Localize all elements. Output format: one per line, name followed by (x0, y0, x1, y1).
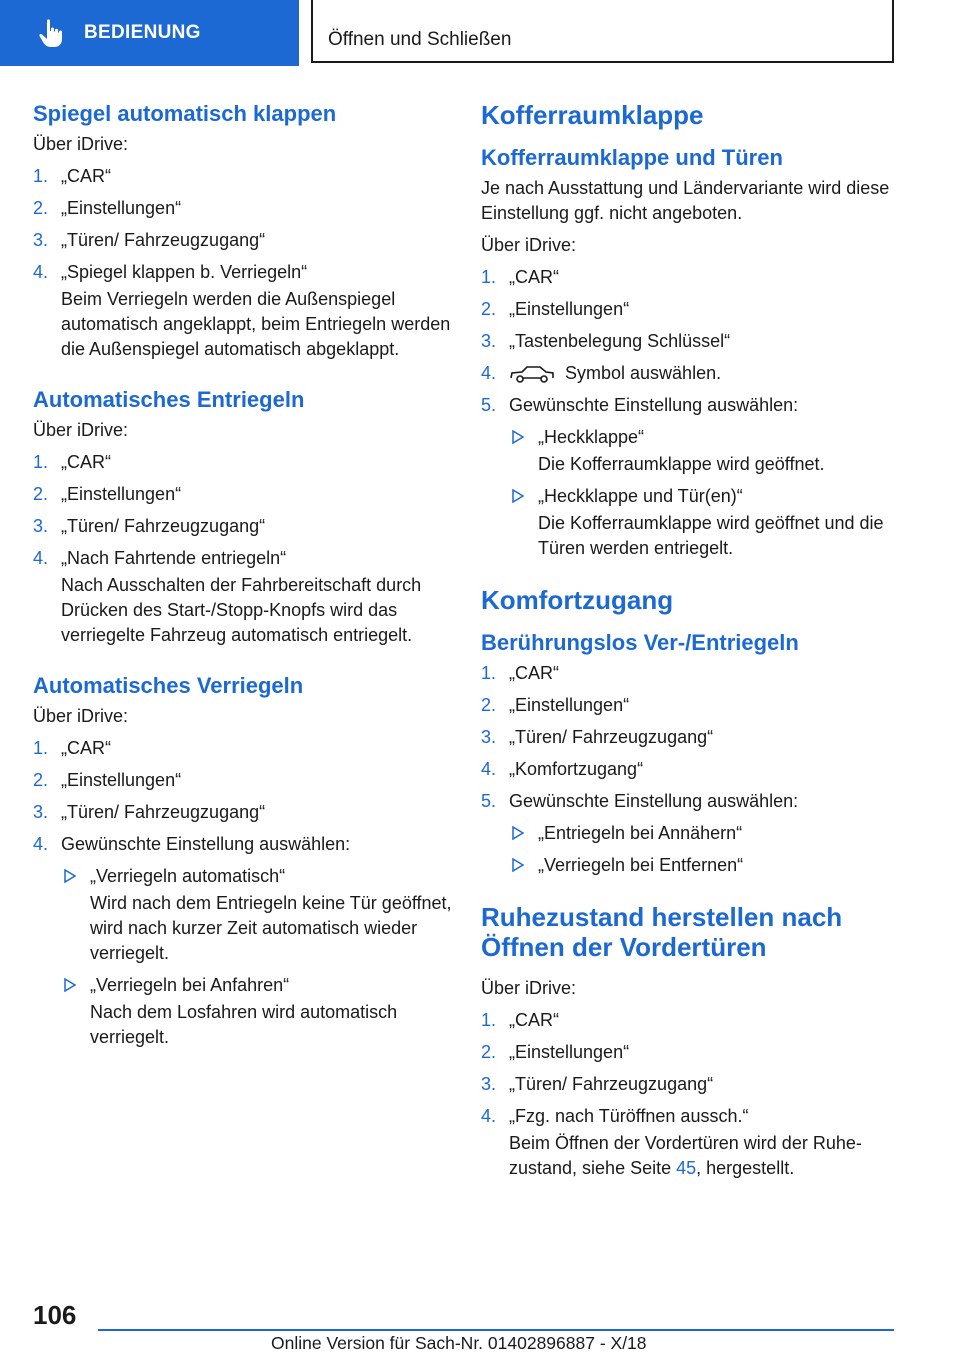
option-item: „Entriegeln bei Annähern“ (509, 821, 911, 846)
step-item: 1. „CAR“ (33, 738, 111, 758)
option-list (509, 821, 911, 878)
step-detail: Beim Öffnen der Vordertüren wird der Ruhezustand, siehe Seite 45, hergestellt. (509, 1133, 862, 1178)
online-version-note: Online Version für Sach-Nr. 01402896887 - X/18 (271, 1333, 647, 1353)
step-detail: Nach Ausschalten der Fahrbereitschaft durch Drücken des Start-/Stopp-Knopfs wird das verriegelte Fahrzeug automatisch entriegelt. (61, 575, 422, 645)
step-list (481, 265, 911, 561)
section-intro: Über iDrive: (33, 706, 129, 726)
step-item: 1. „CAR“ (481, 267, 559, 287)
step-item: 4. Symbol auswählen. (481, 363, 722, 383)
section-title: Automatisches Entriegeln (33, 387, 305, 412)
step-item: 2. „Einstellungen“ (481, 299, 630, 319)
option-list (509, 425, 911, 561)
triangle-bullet-icon (64, 869, 76, 883)
step-item: 3. „Türen/ Fahrzeugzugang“ (33, 802, 266, 822)
option-item: „Verriegeln bei Entfernen“ (509, 853, 911, 878)
step-item: 2. „Einstellungen“ (33, 484, 182, 504)
section-title: Kofferraumklappe und Türen (481, 145, 783, 170)
step-item: 4. „Fzg. nach Türöffnen aussch.“ Beim Öffnen der Vordertüren wird der Ruhezustand, siehe Seite 45, hergestellt. (481, 1104, 911, 1181)
step-item: 3. „Türen/ Fahrzeugzugang“ (481, 1074, 714, 1094)
step-detail: Beim Verriegeln werden die Außenspiegel automatisch angeklappt, beim Entriegeln werden die Außenspiegel automatisch abgeklappt. (61, 289, 451, 359)
triangle-bullet-icon (512, 826, 524, 840)
triangle-bullet-icon (512, 430, 524, 444)
section-intro: Über iDrive: (33, 134, 129, 154)
step-item: 4. Gewünschte Einstellung auswählen: „Verriegeln automatisch“ Wird nach dem Entriegeln keine Tür geöffnet, wird nach kurzer Zeit automatisch wieder verriegelt. „Verriegeln bei Anfahren“ Nach dem Losfahren wird automatisch verriegelt. (33, 832, 453, 1050)
step-item: 2. „Einstellungen“ (33, 770, 182, 790)
step-item: 4. „Spiegel klappen b. Verriegeln“ Beim Verriegeln werden die Außenspiegel automatisch angeklappt, beim Entriegeln werden die Außenspiegel automatisch abgeklappt. (33, 260, 453, 362)
step-item: 2. „Einstellungen“ (481, 1042, 630, 1062)
section-title: Berührungslos Ver-/Entriegeln (481, 630, 799, 655)
section-intro: Über iDrive: (481, 978, 577, 998)
option-item: „Verriegeln automatisch“ Wird nach dem Entriegeln keine Tür geöffnet, wird nach kurzer Zeit automatisch wieder verriegelt. (61, 864, 453, 966)
hand-pointer-icon (38, 18, 64, 48)
breadcrumb (311, 0, 894, 63)
triangle-bullet-icon (512, 489, 524, 503)
option-detail: Nach dem Losfahren wird automatisch verriegelt. (90, 1002, 398, 1047)
section-label: BEDIENUNG (84, 22, 201, 43)
page-number: 106 (33, 1300, 77, 1330)
left-column (33, 100, 453, 1074)
step-item: 1. „CAR“ (33, 452, 111, 472)
page-header (0, 0, 960, 66)
chapter-title: Komfortzugang (481, 585, 674, 615)
breadcrumb-label: Öffnen und Schließen (328, 29, 512, 50)
footer-divider (98, 1329, 894, 1331)
car-key-icon (509, 364, 555, 384)
section-title: Automatisches Verriegeln (33, 673, 304, 698)
step-item: 1. „CAR“ (481, 663, 559, 683)
step-list (33, 736, 453, 1050)
step-item: 2. „Einstellungen“ (481, 695, 630, 715)
triangle-bullet-icon (512, 858, 524, 872)
step-item: 1. „CAR“ (33, 166, 111, 186)
chapter-title: Kofferraumklappe (481, 100, 704, 130)
triangle-bullet-icon (64, 978, 76, 992)
option-list (61, 864, 453, 1050)
step-item: 4. „Nach Fahrtende entriegeln“ Nach Ausschalten der Fahrbereitschaft durch Drücken des Start-/Stopp-Knopfs wird das verriegelte Fahrzeug automatisch entriegelt. (33, 546, 453, 648)
right-column (481, 100, 911, 1205)
option-item: „Heckklappe“ Die Kofferraumklappe wird geöffnet. (509, 425, 911, 477)
note-text: Je nach Ausstattung und Ländervariante wird diese Einstellung ggf. nicht angeboten. (481, 178, 890, 223)
step-item: 3. „Türen/ Fahrzeugzugang“ (33, 230, 266, 250)
page-reference-link[interactable]: 45 (676, 1158, 697, 1178)
step-list (33, 450, 453, 648)
step-item: 3. „Türen/ Fahrzeugzugang“ (33, 516, 266, 536)
section-intro: Über iDrive: (33, 420, 129, 440)
section-title: Spiegel automatisch klappen (33, 101, 337, 126)
option-detail: Wird nach dem Entriegeln keine Tür geöffnet, wird nach kurzer Zeit automatisch wieder verriegelt. (90, 893, 452, 963)
option-detail: Die Kofferraumklappe wird geöffnet und die Türen werden entriegelt. (538, 513, 884, 558)
step-item: 5. Gewünschte Einstellung auswählen: „Entriegeln bei Annähern“ „Verriegeln bei Entfernen“ (481, 789, 911, 878)
chapter-title: Ruhezustand herstellen nach Öffnen der Vordertüren (481, 902, 843, 962)
option-detail: Die Kofferraumklappe wird geöffnet. (538, 454, 825, 474)
section-intro: Über iDrive: (481, 235, 577, 255)
step-item: 3. „Tastenbelegung Schlüssel“ (481, 331, 731, 351)
section-tab[interactable] (0, 0, 299, 66)
step-item: 3. „Türen/ Fahrzeugzugang“ (481, 727, 714, 747)
step-list (481, 661, 911, 878)
option-item: „Heckklappe und Tür(en)“ Die Kofferraumklappe wird geöffnet und die Türen werden entriegelt. (509, 484, 911, 561)
step-list (33, 164, 453, 362)
step-item: 5. Gewünschte Einstellung auswählen: „Heckklappe“ Die Kofferraumklappe wird geöffnet. „Heckklappe und Tür(en)“ Die Kofferraumklappe wird geöffnet und die Türen werden entriegelt. (481, 393, 911, 561)
option-item: „Verriegeln bei Anfahren“ Nach dem Losfahren wird automatisch verriegelt. (61, 973, 453, 1050)
step-item: 2. „Einstellungen“ (33, 198, 182, 218)
step-item: 1. „CAR“ (481, 1010, 559, 1030)
step-list (481, 1008, 911, 1181)
step-item: 4. „Komfortzugang“ (481, 759, 644, 779)
